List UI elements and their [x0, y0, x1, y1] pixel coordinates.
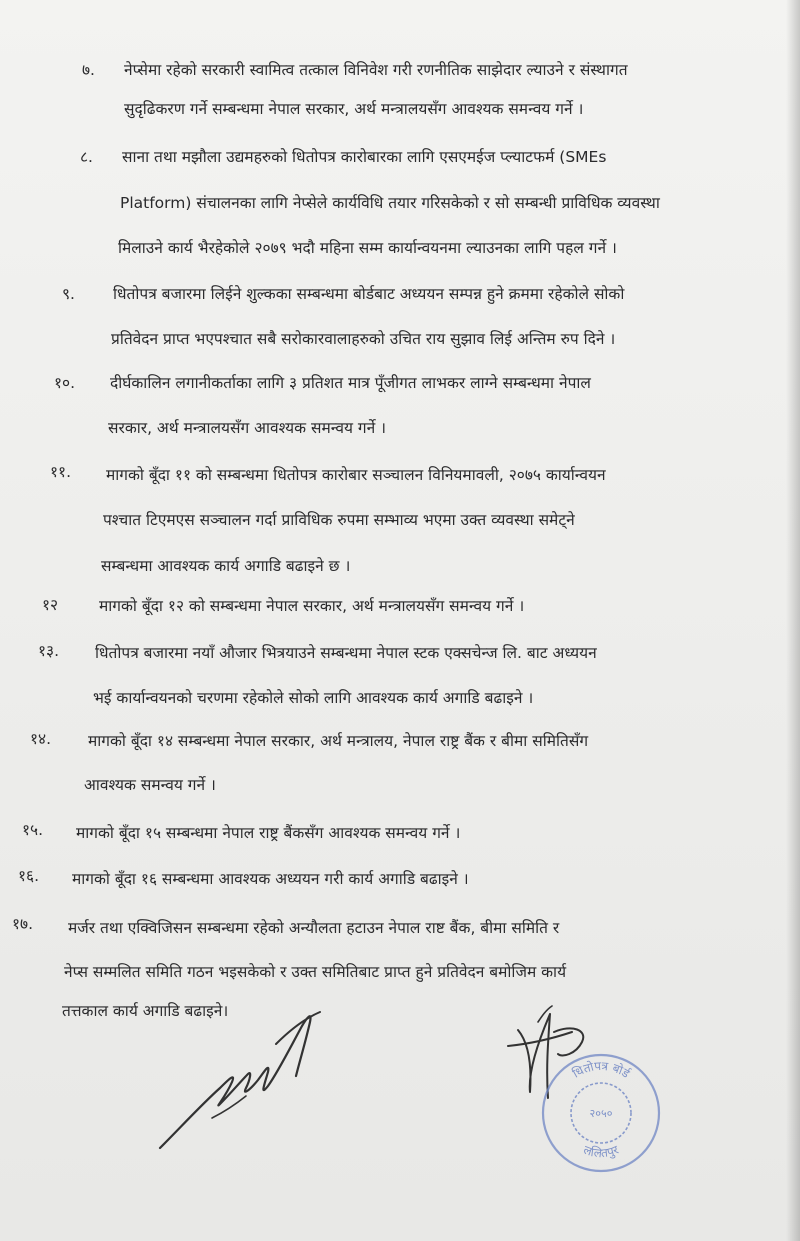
seal-bottom-text: ललितपुर: [581, 1142, 621, 1161]
item-line: मागको बूँदा ११ को सम्बन्धमा धितोपत्र कारोबार सञ्चालन विनियमावली, २०७५ कार्यान्वयन: [106, 466, 606, 484]
item-number: ११.: [50, 463, 72, 481]
item-line: आवश्यक समन्वय गर्ने ।: [84, 776, 216, 794]
item-line: मागको बूँदा १६ सम्बन्धमा आवश्यक अध्ययन गरी कार्य अगाडि बढाइने ।: [72, 870, 469, 888]
item-line: सम्बन्धमा आवश्यक कार्य अगाडि बढाइने छ ।: [101, 557, 351, 575]
page-edge-shadow: [786, 0, 800, 1241]
item-line: प्रतिवेदन प्राप्त भएपश्चात सबै सरोकारवालाहरुको उचित राय सुझाव लिई अन्तिम रुप दिने ।: [111, 330, 616, 348]
item-line: दीर्घकालिन लगानीकर्ताका लागि ३ प्रतिशत मात्र पूँजीगत लाभकर लाग्ने सम्बन्धमा नेपाल: [110, 374, 591, 392]
item-number: १२: [42, 596, 59, 614]
item-line: तत्तकाल कार्य अगाडि बढाइने।: [62, 1002, 229, 1020]
item-number: ९.: [62, 285, 75, 303]
item-line: मागको बूँदा १२ को सम्बन्धमा नेपाल सरकार, अर्थ मन्त्रालयसँग समन्वय गर्ने ।: [99, 597, 525, 615]
item-line: धितोपत्र बजारमा नयाँ औजार भित्रयाउने सम्बन्धमा नेपाल स्टक एक्सचेन्ज लि. बाट अध्ययन: [95, 644, 597, 662]
item-line: नेप्स सम्मलित समिति गठन भइसकेको र उक्त समितिबाट प्राप्त हुने प्रतिवेदन बमोजिम कार्य: [64, 963, 567, 981]
item-number: १७.: [12, 915, 34, 933]
item-number: १६.: [18, 867, 40, 885]
office-seal: [538, 1050, 664, 1176]
item-number: ७.: [82, 61, 95, 79]
item-line: भई कार्यान्वयनको चरणमा रहेकोले सोको लागि आवश्यक कार्य अगाडि बढाइने ।: [93, 689, 534, 707]
seal-top-text: धितोपत्र बोर्ड: [570, 1058, 633, 1081]
item-line: मिलाउने कार्य भैरहेकोले २०७९ भदौ महिना सम्म कार्यान्वयनमा ल्याउनका लागि पहल गर्ने ।: [118, 239, 617, 257]
item-line: पश्चात टिएमएस सञ्चालन गर्दा प्राविधिक रुपमा सम्भाव्य भएमा उक्त व्यवस्था समेट्ने: [103, 511, 575, 529]
item-number: १०.: [54, 374, 76, 392]
item-line: सुदृढिकरण गर्ने सम्बन्धमा नेपाल सरकार, अर्थ मन्त्रालयसँग आवश्यक समन्वय गर्ने ।: [124, 100, 584, 118]
seal-year: २०५०: [589, 1107, 613, 1120]
item-number: १३.: [38, 642, 60, 660]
signature-left: [150, 1000, 350, 1160]
svg-text:धितोपत्र बोर्ड: [570, 1059, 633, 1081]
item-line: सरकार, अर्थ मन्त्रालयसँग आवश्यक समन्वय गर्ने ।: [108, 419, 387, 437]
item-line: नेप्सेमा रहेको सरकारी स्वामित्व तत्काल विनिवेश गरी रणनीतिक साझेदार ल्याउने र संस्थागत: [124, 61, 628, 79]
svg-text:ललितपुर: [582, 1142, 622, 1160]
item-number: ८.: [80, 148, 93, 166]
item-line: मागको बूँदा १५ सम्बन्धमा नेपाल राष्ट्र बैंकसँग आवश्यक समन्वय गर्ने ।: [76, 824, 461, 842]
item-line: मर्जर तथा एक्विजिसन सम्बन्धमा रहेको अन्यौलता हटाउन नेपाल राष्ट बैंक, बीमा समिति र: [68, 919, 560, 937]
item-line: साना तथा मझौला उद्यमहरुको धितोपत्र कारोबारका लागि एसएमईज प्ल्याटफर्म (SMEs: [122, 148, 607, 166]
item-number: १४.: [30, 730, 52, 748]
item-line: धितोपत्र बजारमा लिईने शुल्कका सम्बन्धमा बोर्डबाट अध्ययन सम्पन्न हुने क्रममा रहेकोले सोको: [113, 285, 625, 303]
item-number: १५.: [22, 821, 44, 839]
item-line: Platform) संचालनका लागि नेप्सेले कार्यविधि तयार गरिसकेको र सो सम्बन्धी प्राविधिक व्यवस्था: [120, 194, 660, 212]
item-line: मागको बूँदा १४ सम्बन्धमा नेपाल सरकार, अर्थ मन्त्रालय, नेपाल राष्ट्र बैंक र बीमा समितिसँग: [88, 732, 589, 750]
